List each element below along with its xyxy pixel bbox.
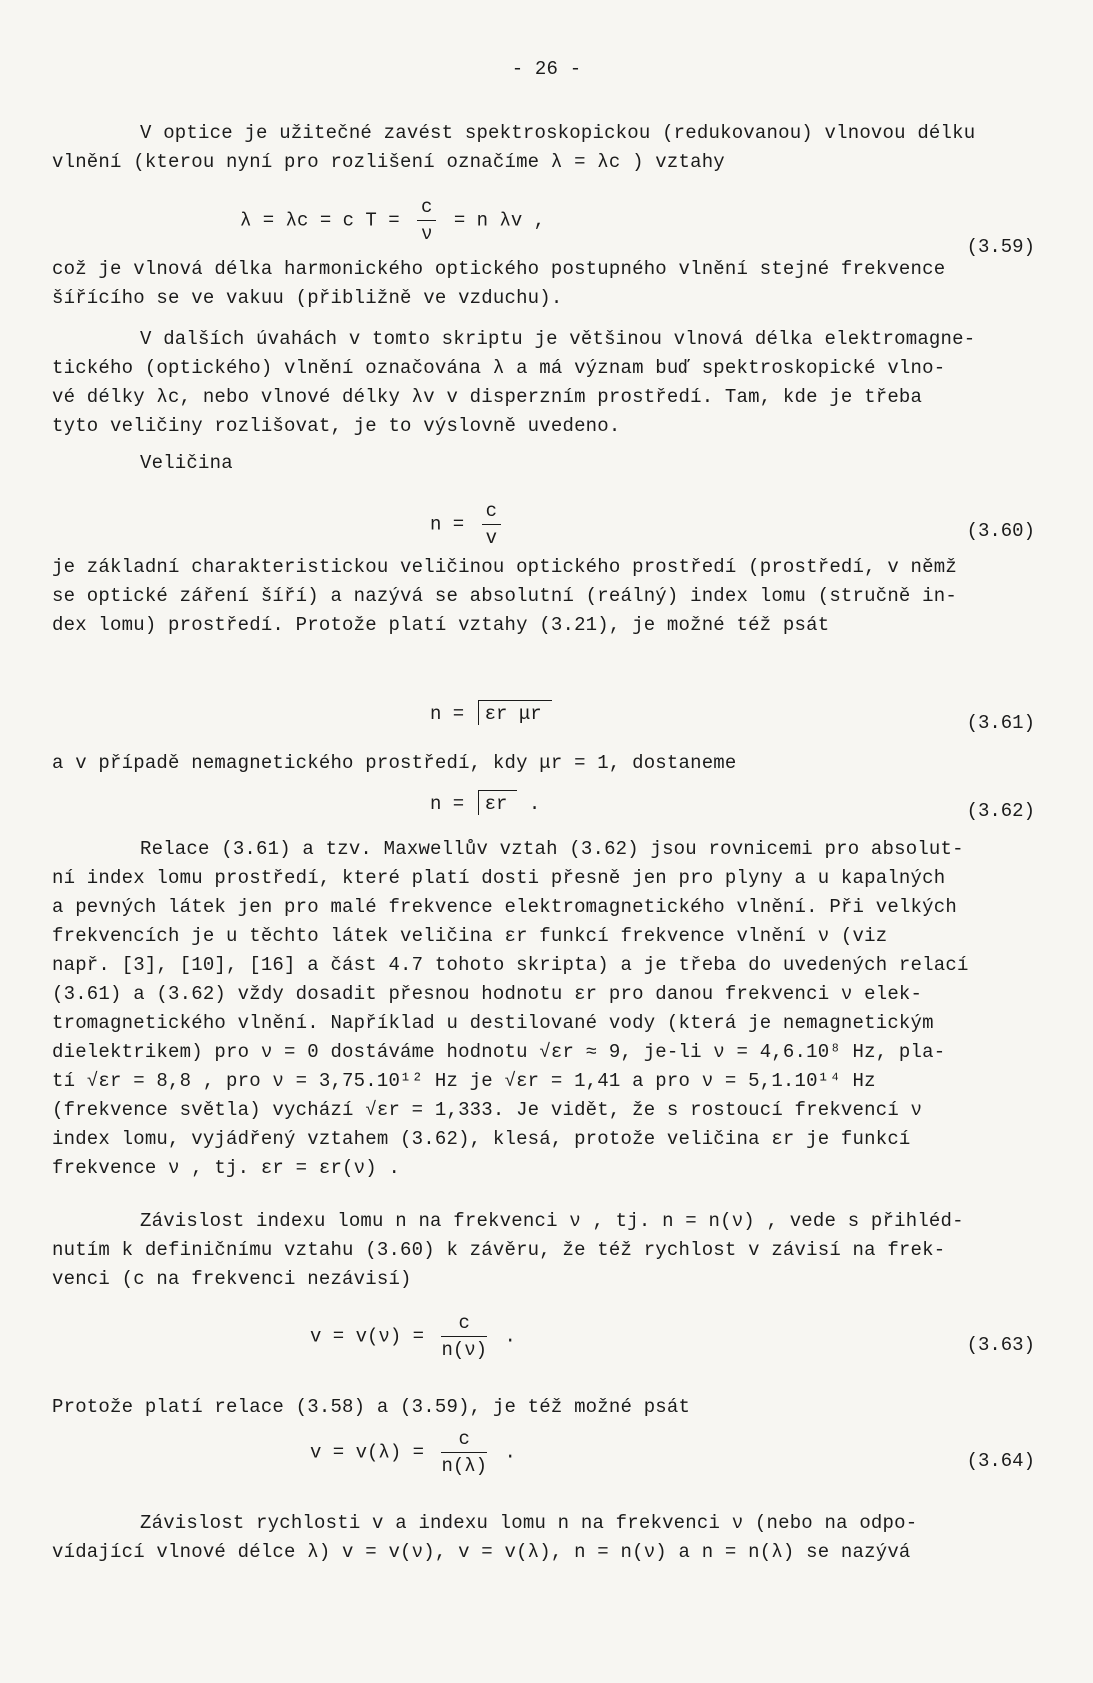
eq-left: n = [430,513,465,536]
text-line: (3.61) a (3.62) vždy dosadit přesnou hodnotu εr pro danou frekvenci ν elek- [52,983,923,1005]
text-line: V optice je užitečné zavést spektroskopickou (redukovanou) vlnovou délku [140,122,976,144]
text-line: šířícího se ve vakuu (přibližně ve vzduchu). [52,287,563,309]
text-line: tického (optického) vlnění označována λ a má význam buď spektroskopické vlno- [52,357,946,379]
text-line: dielektrikem) pro ν = 0 dostáváme hodnotu √εr ≈ 9, je-li ν = 4,6.10⁸ Hz, pla- [52,1041,946,1063]
eq-right: . [504,1325,516,1348]
text-line: vé délky λc, nebo vlnové délky λv v disperzním prostředí. Tam, kde je třeba [52,386,923,408]
equation-number: (3.64) [966,1450,1035,1472]
eq-right: = n λv , [453,209,546,232]
equation-number: (3.61) [966,712,1035,734]
text-line: tyto veličiny rozlišovat, je to výslovně uvedeno. [52,415,621,437]
numerator: c [417,196,436,221]
text-line: a v případě nemagnetického prostředí, kdy μr = 1, dostaneme [52,752,737,774]
eq-right: . [528,793,541,815]
denominator: v [485,527,498,549]
text-line: index lomu, vyjádřený vztahem (3.62), klesá, protože veličina εr je funkcí [52,1128,911,1150]
equation-3-63 [310,1312,516,1361]
text-line: dex lomu) prostředí. Protože platí vztahy (3.21), je možné též psát [52,614,830,636]
text-line: vídající vlnové délce λ) v = v(ν), v = v(λ), n = n(ν) a n = n(λ) se nazývá [52,1541,911,1563]
numerator: c [482,500,501,525]
text-line: např. [3], [10], [16] a část 4.7 tohoto skripta) a je třeba do uvedených relací [52,954,969,976]
fraction [441,1428,487,1477]
denominator: n(λ) [441,1455,488,1477]
denominator: ν [421,223,433,245]
equation-number: (3.63) [966,1334,1035,1356]
text-line: V dalších úvahách v tomto skriptu je většinou vlnová délka elektromagne- [140,328,976,350]
text-line: frekvencích je u těchto látek veličina εr funkcí frekvence vlnění ν (viz [52,925,888,947]
equation-3-59 [240,196,545,245]
text-line: Závislost indexu lomu n na frekvenci ν , tj. n = n(ν) , vede s přihléd- [140,1210,964,1232]
text-line: Protože platí relace (3.58) a (3.59), je též možné psát [52,1396,691,1418]
eq-left: n = [430,793,465,815]
text-line: venci (c na frekvenci nezávisí) [52,1268,412,1290]
equation-number: (3.60) [966,520,1035,542]
text-line: vlnění (kterou nyní pro rozlišení označíme λ = λc ) vztahy [52,151,725,173]
eq-left: n = [430,703,465,725]
text-line: a pevných látek jen pro malé frekvence elektromagnetického vlnění. Při velkých [52,896,957,918]
eq-left: v = v(ν) = [310,1325,425,1348]
text-line: ní index lomu prostředí, které platí dosti přesně jen pro plyny a u kapalných [52,867,946,889]
text-line: frekvence ν , tj. εr = εr(ν) . [52,1157,401,1179]
text-line: Relace (3.61) a tzv. Maxwellův vztah (3.62) jsou rovnicemi pro absolut- [140,838,964,860]
text-line: tromagnetického vlnění. Například u destilované vody (která je nemagnetickým [52,1012,934,1034]
equation-3-62 [430,790,540,815]
text-line: což je vlnová délka harmonického optického postupného vlnění stejné frekvence [52,258,946,280]
numerator: c [441,1312,487,1337]
eq-left: v = v(λ) = [310,1441,425,1464]
text-line: tí √εr = 8,8 , pro ν = 3,75.10¹² Hz je √εr = 1,41 a pro ν = 5,1.10¹⁴ Hz [52,1070,876,1092]
equation-number: (3.62) [966,800,1035,822]
equation-number: (3.59) [966,236,1035,258]
equation-3-64 [310,1428,516,1477]
text-line: Závislost rychlosti v a indexu lomu n na frekvenci ν (nebo na odpo- [140,1512,918,1534]
denominator: n(ν) [441,1339,488,1361]
text-line: nutím k definičnímu vztahu (3.60) k závěru, že též rychlost v závisí na frek- [52,1239,946,1261]
fraction [482,500,501,549]
text-line: (frekvence světla) vychází √εr = 1,333. Je vidět, že s rostoucí frekvencí ν [52,1099,923,1121]
fraction [417,196,436,245]
square-root: εr μr [478,700,552,725]
text-line: je základní charakteristickou veličinou optického prostředí (prostředí, v němž [52,556,957,578]
numerator: c [441,1428,487,1453]
page-number: - 26 - [511,58,582,80]
equation-3-60 [430,500,507,549]
fraction [441,1312,487,1361]
eq-right: . [504,1441,516,1464]
square-root: εr [478,790,518,815]
eq-left: λ = λc = c T = [240,209,400,232]
text-line: Veličina [140,452,233,474]
equation-3-61 [430,700,552,725]
text-line: se optické záření šíří) a nazývá se absolutní (reálný) index lomu (stručně in- [52,585,957,607]
